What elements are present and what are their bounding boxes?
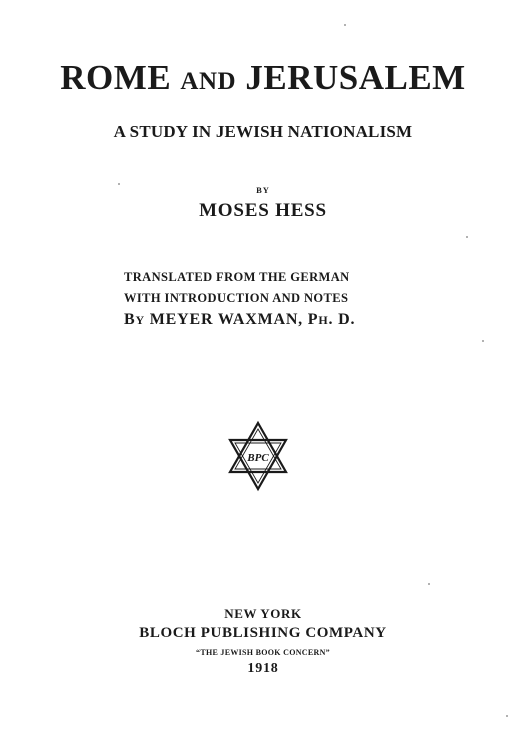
translation-note-line2: WITH INTRODUCTION AND NOTES bbox=[124, 291, 349, 305]
paper-speck bbox=[118, 183, 120, 185]
translation-note-line1: TRANSLATED FROM THE GERMAN bbox=[124, 270, 350, 284]
paper-speck bbox=[344, 24, 346, 26]
publisher-city: NEW YORK bbox=[224, 606, 302, 621]
translator-degree-sc: H bbox=[318, 313, 329, 327]
paper-speck bbox=[466, 236, 468, 238]
publisher-tagline: “THE JEWISH BOOK CONCERN” bbox=[196, 648, 330, 657]
translator-by-rest: Y bbox=[135, 313, 145, 327]
translator-by-initial: B bbox=[124, 311, 136, 328]
author-name: MOSES HESS bbox=[199, 200, 327, 221]
paper-speck bbox=[428, 583, 430, 585]
title-word-jerusalem: JERUSALEM bbox=[245, 58, 466, 97]
paper-speck bbox=[482, 340, 484, 342]
publication-year: 1918 bbox=[247, 661, 279, 676]
title-word-rome: ROME bbox=[60, 58, 172, 97]
publisher-name: BLOCH PUBLISHING COMPANY bbox=[139, 625, 387, 641]
paper-speck bbox=[506, 715, 508, 717]
title-word-and: AND bbox=[180, 68, 237, 95]
star-of-david-emblem-icon bbox=[226, 420, 290, 492]
book-title bbox=[0, 58, 526, 98]
translator-degree-end: . D. bbox=[328, 311, 356, 328]
translator-credit bbox=[124, 311, 355, 329]
by-label: BY bbox=[256, 185, 270, 195]
translator-name: MEYER WAXMAN, P bbox=[149, 311, 319, 328]
book-subtitle: A STUDY IN JEWISH NATIONALISM bbox=[113, 122, 413, 141]
emblem-monogram: BPC bbox=[247, 452, 269, 464]
